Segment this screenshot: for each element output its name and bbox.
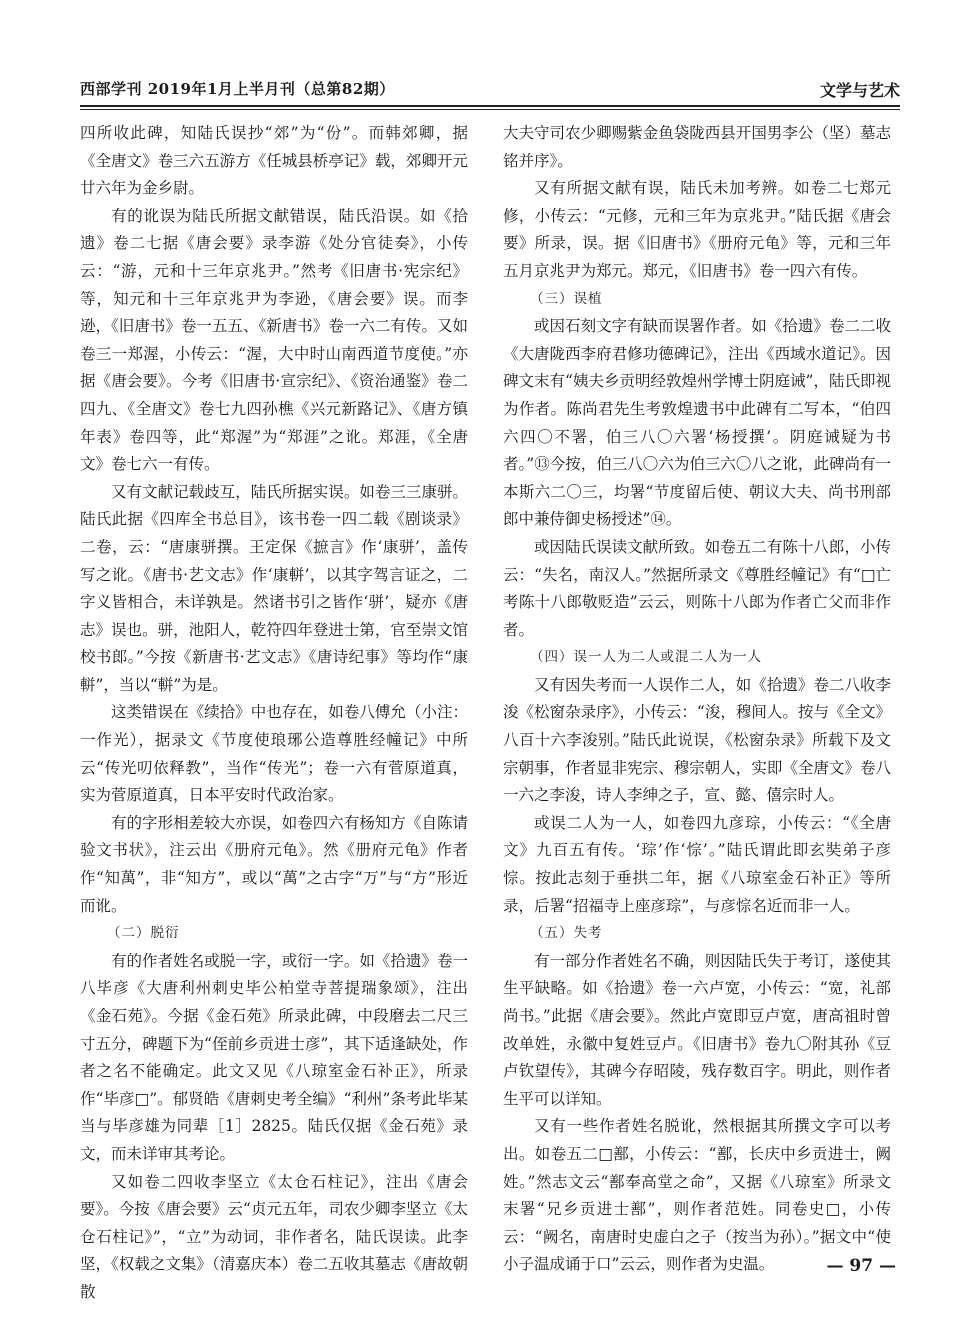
paragraph: 又有因失考而一人误作二人，如《拾遗》卷二八收李浚《松窗杂录序》，小传云：“浚，穆间人。按与《全文》八百十六李浚别。”陆氏此说误，《松窗杂录》所载下及文宗朝事，作者显非宪宗、穆宗朝人，实即《全唐文》卷八一六之李浚，诗人李绅之子，宣、懿、僖宗时人。 bbox=[503, 675, 891, 805]
page-number: — 97 — bbox=[826, 1256, 896, 1276]
running-header bbox=[80, 76, 900, 106]
paragraph: 有的字形相差较大亦误，如卷四六有杨知方《自陈请验文书状》，注云出《册府元龟》。然《册府元龟》作者作“知萬”，非“知方”，或以“萬”之古字“万”与“方”形近而讹。 bbox=[80, 813, 468, 915]
section-title: 文学与艺术 bbox=[819, 81, 900, 100]
paragraph: 或误二人为一人，如卷四九彦琮，小传云：“《全唐文》九百五有传。‘琮’作‘悰’。”陆氏谓此即玄奘弟子彦悰。按此志刻于垂拱二年，据《八琼室金石补正》等所录，后署“招福寺上座彦琮”，与彦悰名近而非一人。 bbox=[503, 813, 891, 915]
paragraph: 这类错误在《续拾》中也存在，如卷八傅允（小注：一作光），据录文《节度使琅琊公造尊胜经幢记》中所云“传光叨依释教”，当作“传光”；卷一六有菅原道真，实为菅原道真，日本平安时代政治家。 bbox=[80, 703, 468, 805]
continued-paragraph: 大夫守司农少卿赐紫金鱼袋陇西县开国男李公（坚）墓志铭并序》。 bbox=[503, 124, 891, 170]
paragraph: 或因陆氏误读文献所致。如卷五二有陈十八郎，小传云：“失名，南汉人。”然据所录文《尊胜经幢记》有“□亡考陈十八郎敬贬造”云云，则陈十八郎为作者亡父而非作者。 bbox=[503, 537, 891, 639]
header-rule-thin bbox=[80, 109, 900, 110]
left-text-column bbox=[80, 120, 468, 1307]
paragraph: 或因石刻文字有缺而误署作者。如《拾遗》卷二二收《大唐陇西李府君修功德碑记》，注出《西域水道记》。因碑文末有“姨夫乡贡明经敦煌州学博士阴庭诫”，陆氏即视为作者。陈尚君先生考敦煌遗书中此碑有二写本，“伯四六四〇不署，伯三八〇六署‘杨授撰’。阴庭诫疑为书者。”⑬今按，伯三八〇六为伯三六〇八之讹，此碑尚有一本斯六二〇三，均署“节度留后使、朝议大夫、尚书刑部郎中兼侍御史杨授述”⑭。 bbox=[503, 317, 891, 529]
section-heading: （五）失考 bbox=[530, 925, 603, 942]
section-heading: （二）脱衍 bbox=[107, 925, 180, 942]
paragraph: 有一部分作者姓名不确，则因陆氏失于考订，遂使其生平缺略。如《拾遗》卷一六卢宽，小传云：“宽，礼部尚书。”此据《唐会要》。然此卢宽即豆卢宽，唐高祖时曾改单姓，永徽中复姓豆卢。《旧唐书》卷九〇附其孙《豆卢钦望传》，其碑今存昭陵，残存数百字。明此，则作者生平可以详知。 bbox=[503, 951, 891, 1108]
right-text-column bbox=[503, 120, 891, 1279]
paragraph: 有的讹误为陆氏所据文献错误，陆氏沿误。如《拾遗》卷二七据《唐会要》录李游《处分官徒奏》，小传云：“游，元和十三年京兆尹。”然考《旧唐书·宪宗纪》等，知元和十三年京兆尹为李逊，《唐会要》误。而李逊，《旧唐书》卷一五五、《新唐书》卷一六二有传。又如卷三一郑渥，小传云：“渥，大中时山南西道节度使。”亦据《唐会要》。今考《旧唐书·宣宗纪》、《资治通鉴》卷二四九、《全唐文》卷七九四孙樵《兴元新路记》、《唐方镇年表》卷四等，此“郑渥”为“郑涯”之讹。郑涯，《全唐文》卷七六一有传。 bbox=[80, 206, 468, 474]
paragraph: 又有一些作者姓名脱讹，然根据其所撰文字可以考出。如卷五二□鄯，小传云：“鄯，长庆中乡贡进士，阙姓。”然志文云“鄯奉高堂之命”，又据《八琼室》所录文末署“兄乡贡进士鄯”，则作者范姓。同卷史□，小传云：“阙名，南唐时史虚白之子（按当为孙）。”据文中“使小子温成诵于口”云云，则作者为史温。 bbox=[503, 1117, 891, 1274]
header-rule-thick bbox=[80, 105, 900, 107]
continued-paragraph: 四所收此碑，知陆氏误抄“郊”为“份”。而韩郊卿，据《全唐文》卷三六五游方《任城县桥亭记》载，郊卿开元廿六年为金乡尉。 bbox=[80, 124, 468, 198]
section-heading: （四）误一人为二人或混二人为一人 bbox=[530, 649, 762, 666]
paragraph: 又有文献记载歧互，陆氏所据实误。如卷三三康骈。陆氏此据《四库全书总目》，该书卷一四二载《剧谈录》二卷，云：“唐康骈撰。王定保《摭言》作‘康骈’，盖传写之讹。《唐书·艺文志》作‘康軿’，以其字驾言证之，二字义皆相合，未详孰是。然诸书引之皆作‘骈’，疑亦《唐志》误也。骈，池阳人，乾符四年登进士第，官至崇文馆校书郎。”今按《新唐书·艺文志》《唐诗纪事》等均作“康軿”，当以“軿”为是。 bbox=[80, 482, 468, 694]
paragraph: 有的作者姓名或脱一字，或衍一字。如《拾遗》卷一八毕彦《大唐利州刺史毕公柏堂寺菩提瑞象颂》，注出《金石苑》。今据《金石苑》所录此碑，中段磨去二尺三寸五分，碑题下为“侄前乡贡进士彦”，其下适逢缺处，作者之名不能确定。此文又见《八琼室金石补正》，所录作“毕彦□”。郁贤皓《唐刺史考全编》“利州”条考此毕某当与毕彦雄为同辈［1］2825。陆氏仅据《金石苑》录文，而未详审其考论。 bbox=[80, 951, 468, 1163]
journal-issue-label: 西部学刊 2019年1月上半月刊（总第82期） bbox=[80, 80, 395, 98]
paragraph: 又如卷二四收李坚立《太仓石柱记》，注出《唐会要》。今按《唐会要》云“贞元五年，司农少卿李坚立《太仓石柱记》”，“立”为动词，非作者名，陆氏误读。此李坚，《权载之文集》（清嘉庆本）卷二五收其墓志《唐故朝散 bbox=[80, 1172, 468, 1301]
section-heading: （三）误植 bbox=[530, 290, 603, 307]
paragraph: 又有所据文献有误，陆氏未加考辨。如卷二七郑元修，小传云：“元修，元和三年为京兆尹。”陆氏据《唐会要》所录，误。据《旧唐书》《册府元龟》等，元和三年五月京兆尹为郑元。郑元，《旧唐书》卷一四六有传。 bbox=[503, 179, 891, 280]
